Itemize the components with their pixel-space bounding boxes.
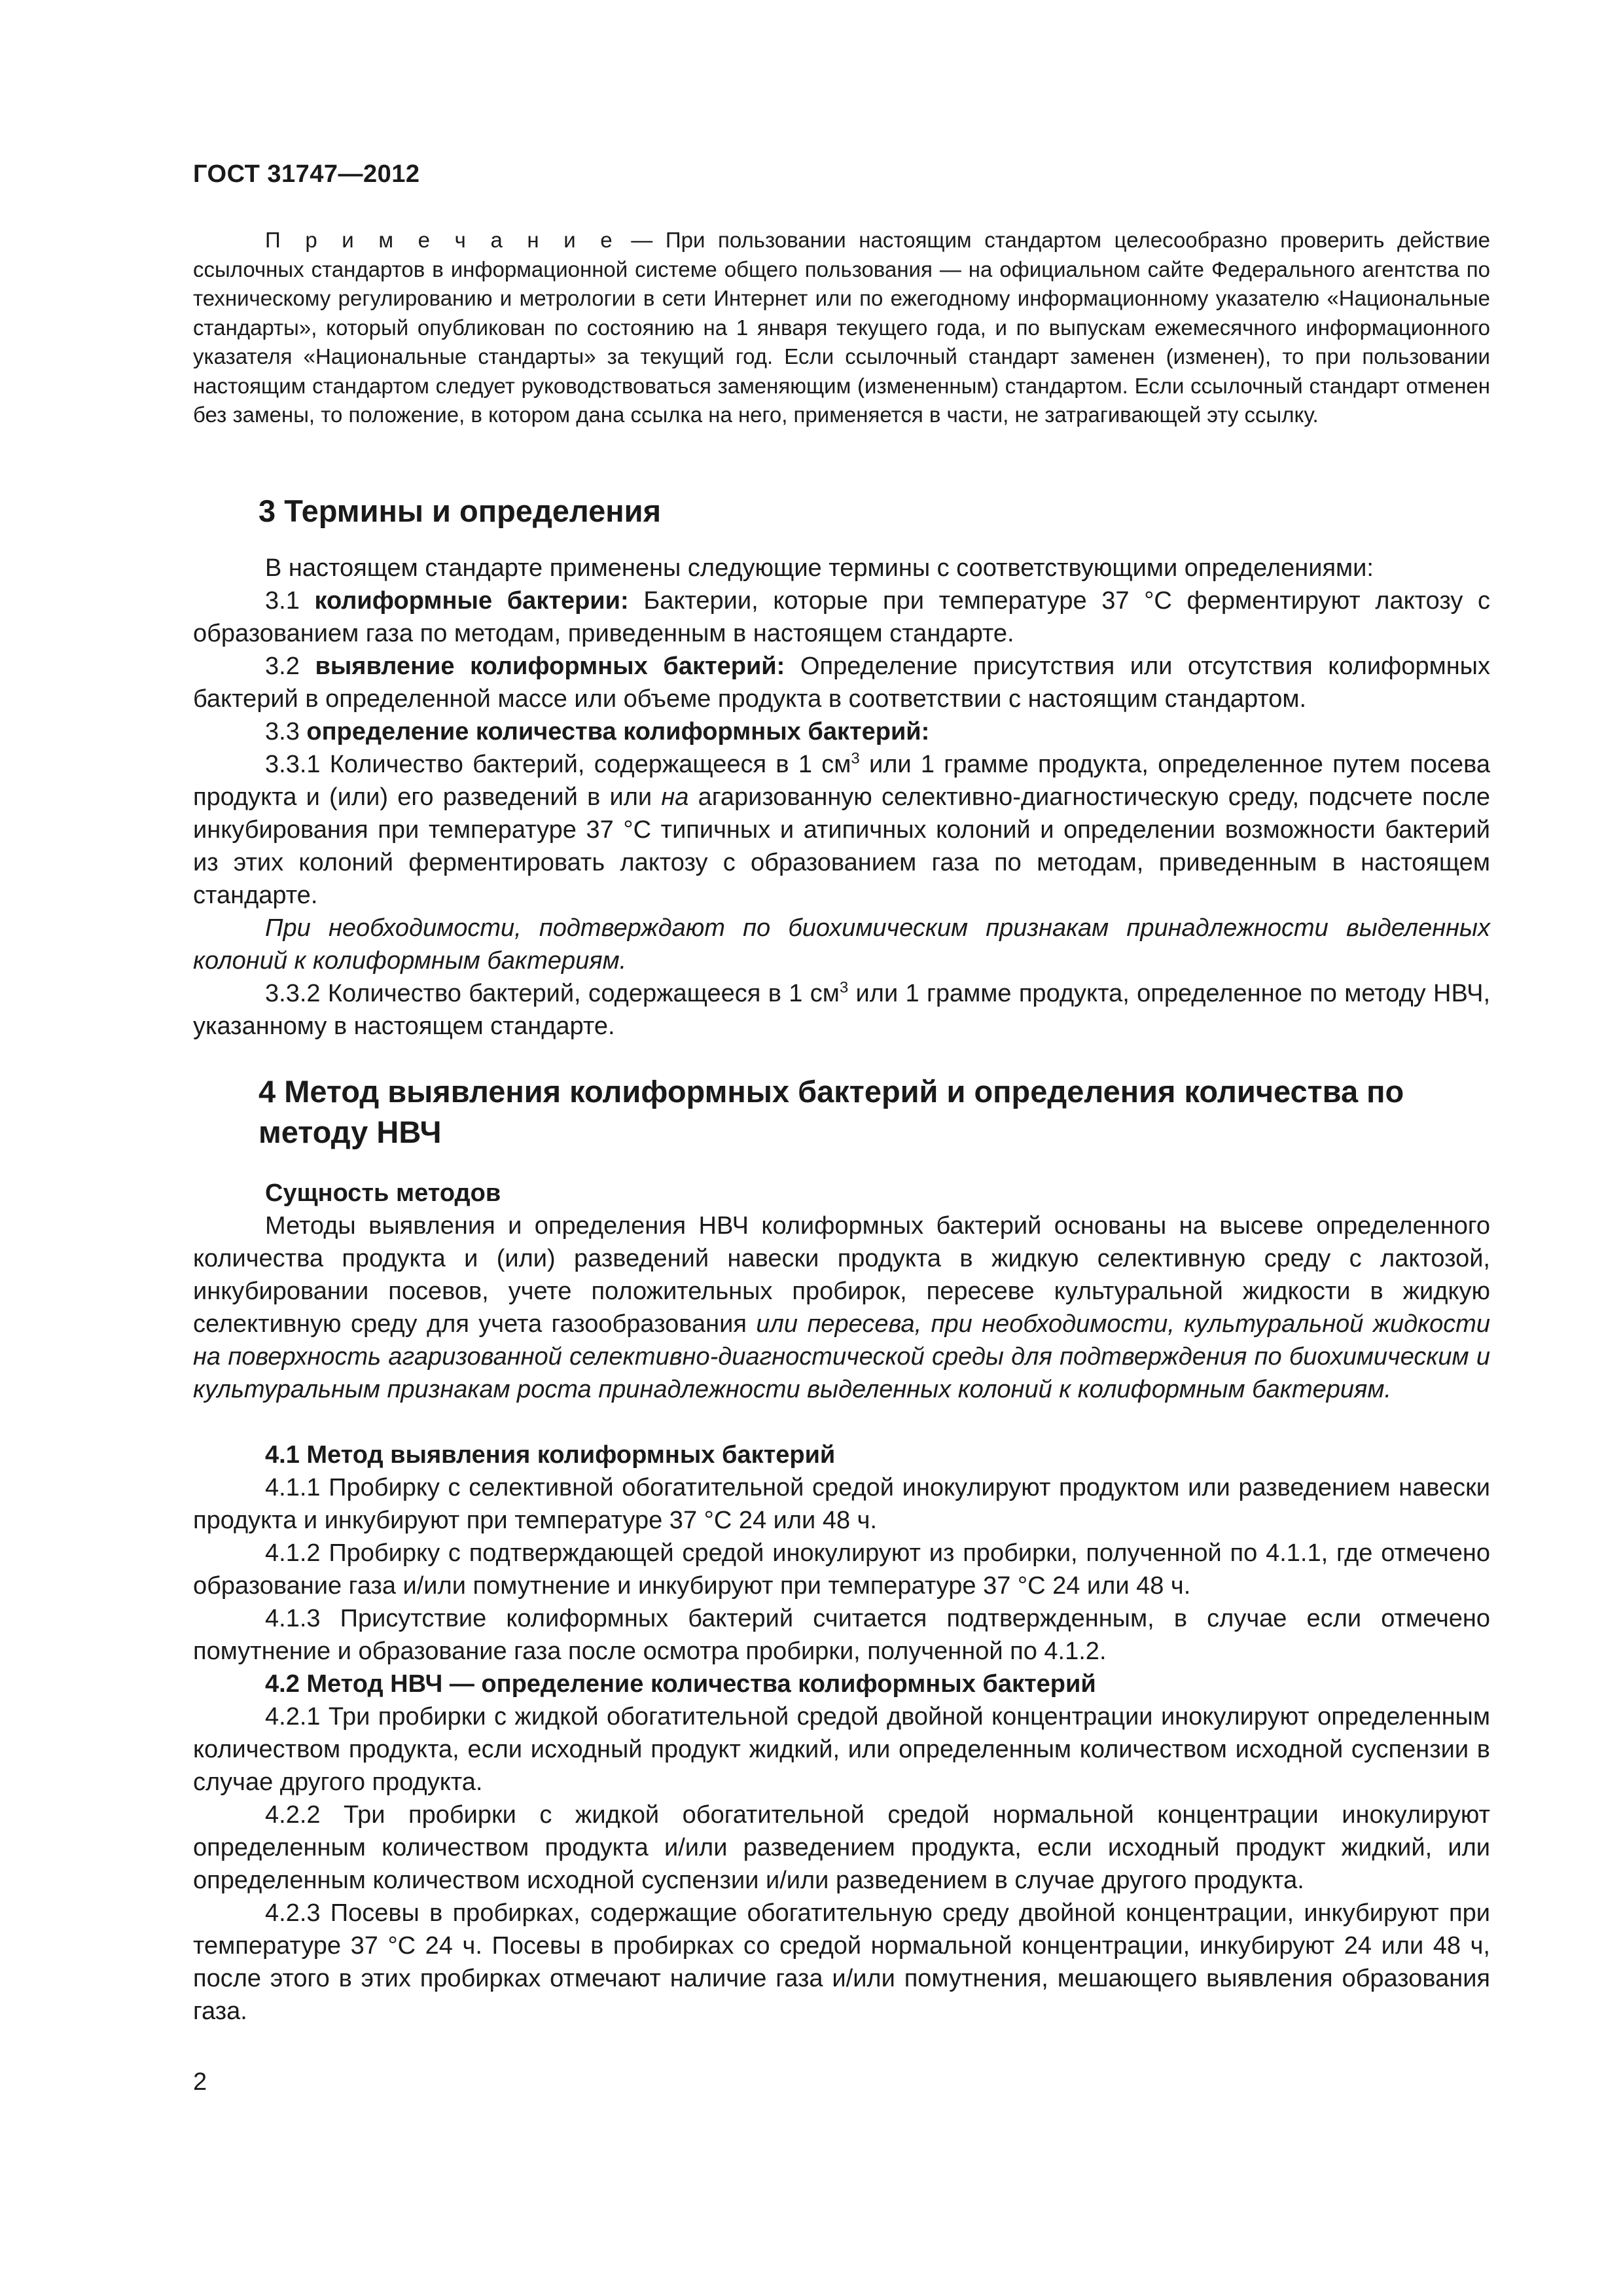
subsection-4-1-heading: 4.1 Метод выявления колиформных бактерий (265, 1441, 836, 1469)
page-number: 2 (193, 2068, 207, 2096)
text-part: 3.3.1 Количество бактерий, содержащееся в 1 см (265, 751, 851, 778)
term-3-2 (193, 650, 1490, 715)
paragraph-4-2-1: 4.2.1 Три пробирки с жидкой обогатительной средой двойной концентрации инокулируют определенным количеством продукта, если исходный продукт жидкий, или определенным количеством исходной суспензии в случае другого продукта. (193, 1703, 1490, 1796)
note-text: — При пользовании настоящим стандартом целесообразно проверить действие ссылочных стандартов в информационной системе общего пользования — на официальном сайте Федерального агентства по техническому регулированию и метрологии в сети Интернет или по ежегодному информационному указателю «Национальные стандарты», который опубликован по состоянию на 1 января текущего года, и по выпускам ежемесячного информационного указателя «Национальные стандарты» за текущий год. Если ссылочный стандарт заменен (изменен), то при пользовании настоящим стандартом следует руководствоваться заменяющим (измененным) стандартом. Если ссылочный стандарт отменен без замены, то положение, в котором дана ссылка на него, применяется в части, не затрагивающей эту ссылку. (193, 228, 1490, 427)
text-part: 3.3.2 Количество бактерий, содержащееся в 1 см (265, 980, 840, 1007)
italic-text: При необходимости, подтверждают по биохимическим признакам принадлежности выделенных колоний к колиформным бактериям. (193, 914, 1490, 975)
text-part: или 1 грамме продукта, определенное по методу НВЧ, указанному в настоящем стандарте. (193, 980, 1490, 1040)
term-number: 3.3 (265, 718, 307, 745)
italic-text: или пересева, при необходимости, культуральной жидкости на поверхность агаризованной селективно-диагностической среды для подтверждения по биохимическим и культуральным признакам роста принадлежности выделенных колоний к колиформным бактериям. (193, 1310, 1491, 1403)
paragraph-4-2-3: 4.2.3 Посевы в пробирках, содержащие обогатительную среду двойной концентрации, инкубируют при температуре 37 °С 24 ч. Посевы в пробирках со средой нормальной концентрации, инкубируют 24 или 48 ч, после этого в этих пробирках отмечают наличие газа и/или помутнения, мешающего выявления образования газа. (193, 1899, 1490, 2025)
term-number: 3.2 (265, 653, 315, 680)
text-part: или 1 грамме продукта, определенное путем посева продукта и (или) его разведений в или (193, 751, 1490, 811)
superscript: 3 (851, 749, 860, 768)
section-3-intro: В настоящем стандарте применены следующие термины с соответствующими определениями: (265, 554, 1374, 582)
document-header: ГОСТ 31747—2012 (193, 160, 420, 188)
term-3-3 (193, 715, 1490, 748)
essence-paragraph (193, 1210, 1490, 1406)
term-3-1 (193, 584, 1490, 650)
paragraph-4-1-2: 4.1.2 Пробирку с подтверждающей средой инокулируют из пробирки, полученной по 4.1.1, где отмечено образование газа и/или помутнение и инкубируют при температуре 37 °С 24 или 48 ч. (193, 1539, 1490, 1600)
essence-heading: Сущность методов (265, 1179, 501, 1207)
italic-text: на (661, 783, 689, 811)
text-part: агаризованную селективно-диагностическую среду, подсчете после инкубирования при температуре 37 °С типичных и атипичных колоний и определении возможности бактерий из этих колоний ферментировать лактозу с образованием газа по методам, приведенным в настоящем стандарте. (193, 783, 1490, 909)
term-3-3-1-italic-note (193, 912, 1490, 977)
term-3-3-2 (193, 977, 1490, 1043)
paragraph-4-2-2: 4.2.2 Три пробирки с жидкой обогатительной средой нормальной концентрации инокулируют определенным количеством продукта и/или разведением продукта, если исходный продукт жидкий, или определенным количеством исходной суспензии и/или разведением в случае другого продукта. (193, 1801, 1490, 1894)
subsection-4-2-heading: 4.2 Метод НВЧ — определение количества колиформных бактерий (265, 1670, 1096, 1698)
term-3-3-1 (193, 748, 1490, 912)
section-3-heading: 3 Термины и определения (259, 493, 661, 528)
paragraph-4-1-3: 4.1.3 Присутствие колиформных бактерий считается подтвержденным, в случае если отмечено помутнение и образование газа после осмотра пробирки, полученной по 4.1.2. (193, 1605, 1490, 1665)
superscript: 3 (839, 978, 849, 997)
term-definition: Бактерии, которые при температуре 37 °С ферментируют лактозу с образованием газа по методам, приведенным в настоящем стандарте. (193, 587, 1490, 647)
paragraph-4-1-1: 4.1.1 Пробирку с селективной обогатительной средой инокулируют продуктом или разведением навески продукта и инкубируют при температуре 37 °С 24 или 48 ч. (193, 1474, 1490, 1534)
reference-note (193, 226, 1490, 430)
term-name: выявление колиформных бактерий: (315, 653, 785, 680)
term-name: определение количества колиформных бактерий: (306, 718, 930, 745)
term-definition: Определение присутствия или отсутствия колиформных бактерий в определенной массе или объеме продукта в соответствии с настоящим стандартом. (193, 653, 1490, 713)
section-4-heading: 4 Метод выявления колиформных бактерий и определения количества по методу НВЧ (259, 1074, 1404, 1149)
text-part: Методы выявления и определения НВЧ колиформных бактерий основаны на высеве определенного количества продукта и (или) разведений навески продукта в жидкую селективную среду с лактозой, инкубировании посевов, учете положительных пробирок, пересеве культуральной жидкости в жидкую селективную среду для учета газообразования (193, 1212, 1490, 1338)
term-name: колиформные бактерии: (314, 587, 629, 615)
term-number: 3.1 (265, 587, 315, 615)
note-label: П р и м е ч а н и е (265, 228, 618, 252)
